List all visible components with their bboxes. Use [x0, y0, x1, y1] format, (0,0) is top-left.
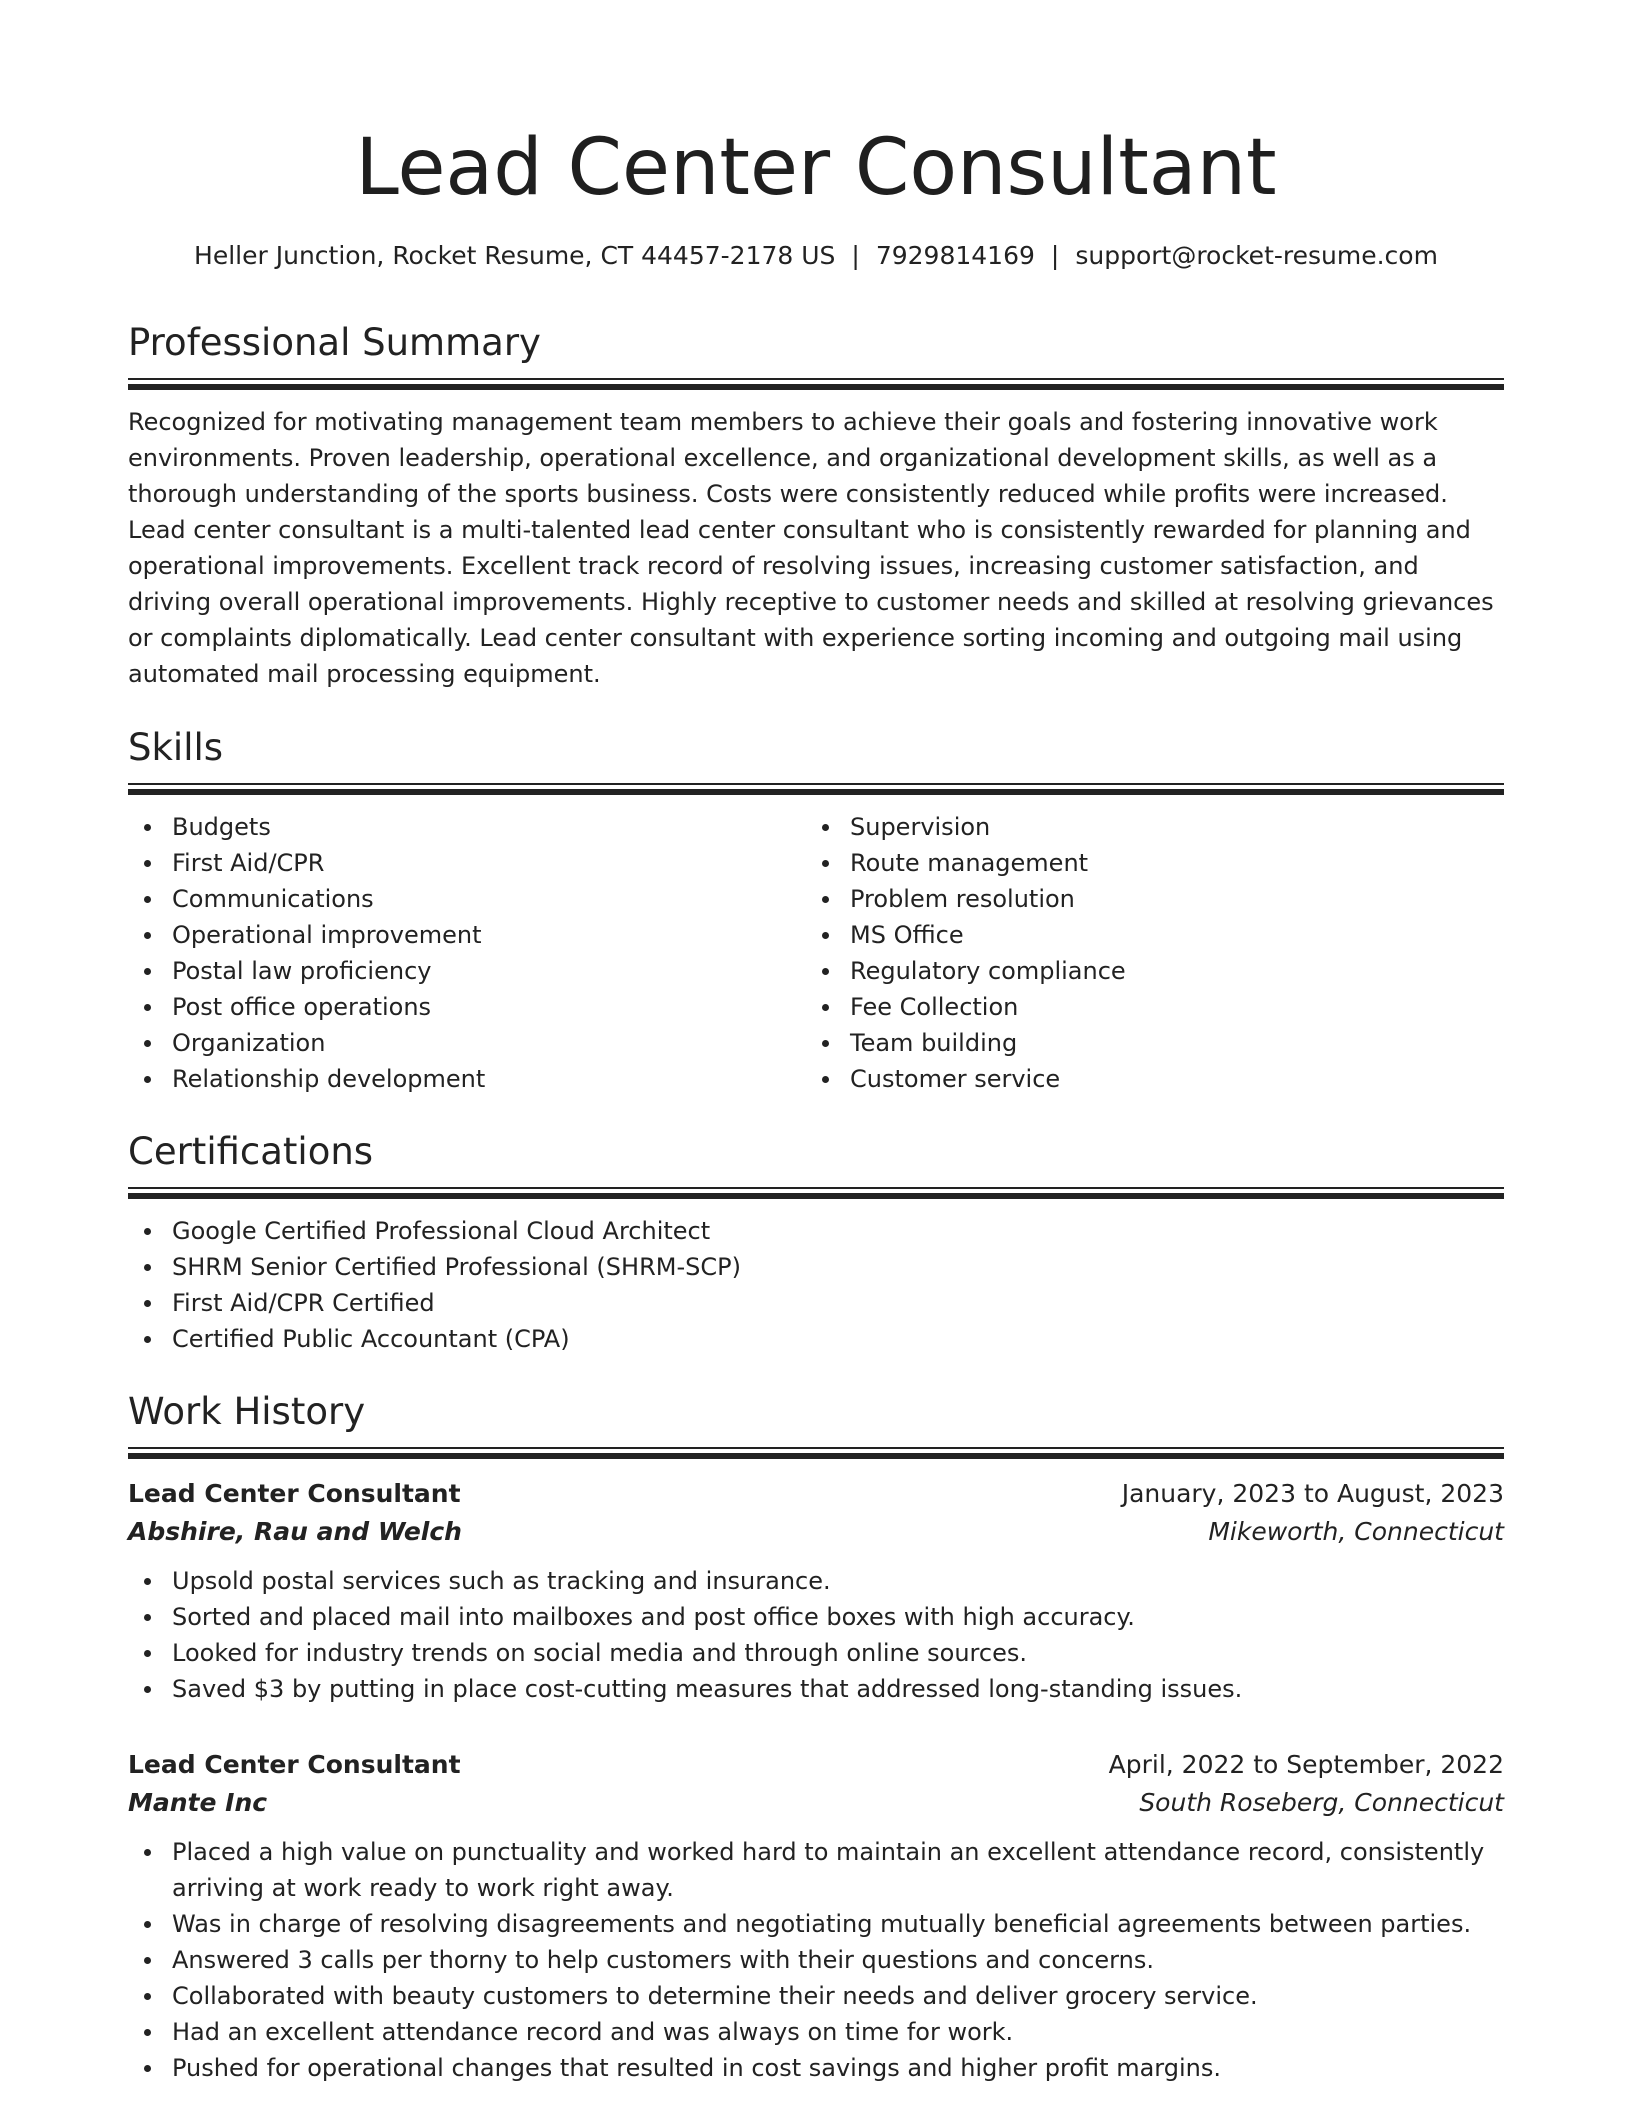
job-bullets [128, 1563, 1504, 1707]
section-divider [128, 1453, 1504, 1459]
job-subheader-row [128, 1784, 1504, 1822]
section-divider [128, 1193, 1504, 1199]
section-title-work-history: Work History [128, 1390, 366, 1433]
summary-section [128, 318, 1504, 692]
certification-item: SHRM Senior Certified Professional (SHRM-SCP) [128, 1249, 1504, 1285]
job-company: Abshire, Rau and Welch [128, 1517, 462, 1546]
contact-separator: | [1050, 241, 1060, 270]
contact-separator: | [851, 241, 860, 270]
certifications-list [128, 1213, 1504, 1357]
skills-list-right [806, 809, 1484, 1097]
skill-item: Budgets [128, 809, 806, 845]
skill-item: Operational improvement [128, 917, 806, 953]
job-bullet: Collaborated with beauty customers to determine their needs and deliver grocery service. [128, 1978, 1504, 2014]
section-title-summary: Professional Summary [128, 321, 541, 364]
contact-line [128, 238, 1504, 274]
job-bullets [128, 1834, 1504, 2086]
job-entry [128, 1475, 1504, 1707]
section-title-certifications: Certifications [128, 1130, 374, 1173]
job-title: Lead Center Consultant [128, 1479, 461, 1508]
section-divider [128, 783, 1504, 785]
certification-item: First Aid/CPR Certified [128, 1285, 1504, 1321]
skills-grid [128, 809, 1504, 1097]
skill-item: Fee Collection [806, 989, 1484, 1025]
skill-item: Organization [128, 1025, 806, 1061]
job-dates: January, 2023 to August, 2023 [1121, 1479, 1504, 1508]
section-title-skills: Skills [128, 726, 224, 769]
job-bullet: Placed a high value on punctuality and worked hard to maintain an excellent attendance record, consistently arriving at work ready to work right away. [128, 1834, 1504, 1906]
section-divider [128, 1447, 1504, 1449]
skill-item: MS Office [806, 917, 1484, 953]
contact-phone: 7929814169 [875, 241, 1035, 270]
skill-item: Postal law proficiency [128, 953, 806, 989]
job-location: South Roseberg, Connecticut [1139, 1788, 1504, 1817]
job-header-row [128, 1746, 1504, 1784]
skills-section [128, 723, 1504, 1097]
certifications-section [128, 1127, 1504, 1357]
job-dates: April, 2022 to September, 2022 [1108, 1750, 1504, 1779]
job-title: Lead Center Consultant [128, 1750, 461, 1779]
contact-address: Heller Junction, Rocket Resume, CT 44457-2178 US [194, 241, 836, 270]
job-bullet: Answered 3 calls per thorny to help customers with their questions and concerns. [128, 1942, 1504, 1978]
certification-item: Google Certified Professional Cloud Architect [128, 1213, 1504, 1249]
skill-item: Problem resolution [806, 881, 1484, 917]
job-bullet: Was in charge of resolving disagreements and negotiating mutually beneficial agreements between parties. [128, 1906, 1504, 1942]
section-divider [128, 384, 1504, 390]
summary-text: Recognized for motivating management team members to achieve their goals and fostering innovative work environments. Proven leadership, operational excellence, and organizational development skills, as well as a thorough understanding of the sports business. Costs were consistently reduced while profits were increased. Lead center consultant is a multi-talented lead center consultant who is consistently rewarded for planning and operational improvements. Excellent track record of resolving issues, increasing customer satisfaction, and driving overall operational improvements. Highly receptive to customer needs and skilled at resolving grievances or complaints diplomatically. Lead center consultant with experience sorting incoming and outgoing mail using automated mail processing equipment. [128, 408, 1494, 688]
job-bullet: Saved $3 by putting in place cost-cutting measures that addressed long-standing issues. [128, 1671, 1504, 1707]
skill-item: Post office operations [128, 989, 806, 1025]
work-history-section [128, 1387, 1504, 1459]
job-bullet: Sorted and placed mail into mailboxes and post office boxes with high accuracy. [128, 1599, 1504, 1635]
skill-item: Route management [806, 845, 1484, 881]
skill-item: Customer service [806, 1061, 1484, 1097]
certification-item: Certified Public Accountant (CPA) [128, 1321, 1504, 1357]
job-company: Mante Inc [128, 1788, 268, 1817]
job-subheader-row [128, 1513, 1504, 1551]
section-divider [128, 789, 1504, 795]
skills-list-left [128, 809, 806, 1097]
skill-item: First Aid/CPR [128, 845, 806, 881]
job-header-row [128, 1475, 1504, 1513]
skill-item: Communications [128, 881, 806, 917]
section-divider [128, 378, 1504, 380]
contact-email[interactable]: support@rocket-resume.com [1075, 241, 1438, 270]
job-entry [128, 1746, 1504, 2086]
skill-item: Supervision [806, 809, 1484, 845]
resume-name: Lead Center Consultant [355, 123, 1277, 213]
job-bullet: Looked for industry trends on social media and through online sources. [128, 1635, 1504, 1671]
skill-item: Relationship development [128, 1061, 806, 1097]
section-divider [128, 1187, 1504, 1189]
skill-item: Team building [806, 1025, 1484, 1061]
job-bullet: Pushed for operational changes that resulted in cost savings and higher profit margins. [128, 2050, 1504, 2086]
job-location: Mikeworth, Connecticut [1208, 1517, 1504, 1546]
skill-item: Regulatory compliance [806, 953, 1484, 989]
job-bullet: Had an excellent attendance record and was always on time for work. [128, 2014, 1504, 2050]
job-bullet: Upsold postal services such as tracking and insurance. [128, 1563, 1504, 1599]
